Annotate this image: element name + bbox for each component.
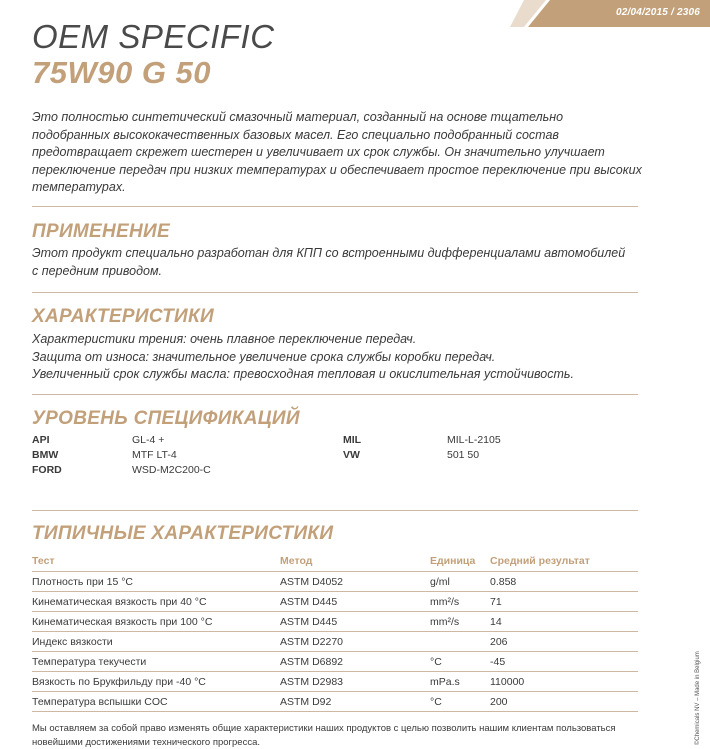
- column-header-unit: Единица: [430, 555, 476, 567]
- typical-properties-table: [32, 552, 638, 712]
- cell-result: 0.858: [490, 572, 638, 592]
- table-row: [32, 652, 638, 672]
- divider: [32, 510, 638, 511]
- characteristics-heading: ХАРАКТЕРИСТИКИ: [32, 306, 214, 327]
- characteristic-line: Характеристики трения: очень плавное переключение передач.: [32, 332, 417, 346]
- cell-unit: °C: [430, 652, 490, 672]
- spec-value: MIL-L-2105: [447, 434, 501, 446]
- cell-unit: [430, 632, 490, 652]
- cell-unit: mPa.s: [430, 672, 490, 692]
- divider: [32, 292, 638, 293]
- characteristics-list: [32, 331, 662, 384]
- cell-unit: mm²/s: [430, 612, 490, 632]
- spec-value: 501 50: [447, 449, 480, 461]
- cell-method: ASTM D4052: [280, 572, 430, 592]
- cell-result: 206: [490, 632, 638, 652]
- spec-value: GL-4 +: [132, 434, 165, 446]
- cell-method: ASTM D92: [280, 692, 430, 712]
- cell-result: 110000: [490, 672, 638, 692]
- characteristic-line: Увеличенный срок службы масла: превосходная тепловая и окислительная устойчивость.: [32, 367, 574, 382]
- cell-unit: mm²/s: [430, 592, 490, 612]
- table-row: [32, 592, 638, 612]
- side-text-label: ©Chemicals NV – Made in Belgium: [695, 651, 701, 745]
- vertical-side-text: [692, 630, 704, 745]
- table-header-row: [32, 552, 638, 572]
- cell-test: Кинематическая вязкость при 40 °C: [32, 592, 280, 612]
- spec-level-heading: УРОВЕНЬ СПЕЦИФИКАЦИЙ: [32, 408, 300, 429]
- spec-value: MTF LT-4: [132, 449, 177, 461]
- cell-test: Температура вспышки COC: [32, 692, 280, 712]
- spec-key: API: [32, 434, 50, 446]
- date-code: 02/04/2015 / 2306: [615, 7, 700, 18]
- date-banner: [510, 0, 710, 27]
- cell-method: ASTM D445: [280, 612, 430, 632]
- product-name-title: 75W90 G 50: [32, 55, 212, 90]
- spec-value: WSD-M2C200-C: [132, 464, 211, 476]
- divider: [32, 206, 638, 207]
- application-heading: ПРИМЕНЕНИЕ: [32, 221, 170, 242]
- cell-test: Индекс вязкости: [32, 632, 280, 652]
- cell-unit: °C: [430, 692, 490, 712]
- table-row: [32, 672, 638, 692]
- spec-key: MIL: [343, 434, 362, 446]
- spec-list-right: [343, 433, 643, 465]
- cell-unit: g/ml: [430, 572, 490, 592]
- table-row: [32, 632, 638, 652]
- column-header-result: Средний результат: [490, 555, 590, 567]
- cell-result: 71: [490, 592, 638, 612]
- cell-method: ASTM D6892: [280, 652, 430, 672]
- spec-key: BMW: [32, 449, 59, 461]
- cell-test: Кинематическая вязкость при 100 °C: [32, 612, 280, 632]
- cell-test: Вязкость по Брукфильду при -40 °C: [32, 672, 280, 692]
- typical-heading: ТИПИЧНЫЕ ХАРАКТЕРИСТИКИ: [32, 523, 334, 544]
- spec-key: FORD: [32, 464, 62, 476]
- cell-method: ASTM D2983: [280, 672, 430, 692]
- footnote-disclaimer: Мы оставляем за собой право изменять общие характеристики наших продуктов с целью позволить нашим клиентам пользоваться новейшими достижениями технического прогресса.: [32, 723, 616, 748]
- cell-result: 200: [490, 692, 638, 712]
- divider: [32, 394, 638, 395]
- cell-test: Плотность при 15 °C: [32, 572, 280, 592]
- cell-result: -45: [490, 652, 638, 672]
- column-header-method: Метод: [280, 555, 313, 567]
- cell-test: Температура текучести: [32, 652, 280, 672]
- characteristic-line: Защита от износа: значительное увеличение срока службы коробки передач.: [32, 349, 496, 364]
- cell-method: ASTM D445: [280, 592, 430, 612]
- product-line-title: OEM SPECIFIC: [32, 18, 275, 55]
- column-header-test: Тест: [32, 555, 55, 567]
- table-row: [32, 612, 638, 632]
- table-row: [32, 692, 638, 712]
- cell-method: ASTM D2270: [280, 632, 430, 652]
- application-text: Этот продукт специально разработан для КПП со встроенными дифференциалами автомобилей с передним приводом.: [32, 246, 626, 278]
- intro-paragraph: Это полностью синтетический смазочный материал, созданный на основе тщательно подобранных высококачественных базовых масел. Его специально подобранный состав предотвращает скрежет шестерен и увеличивает их срок службы. Он значительно улучшает переключение передач при низких температурах и обеспечивает простое переключение при высоких температурах.: [32, 110, 642, 195]
- cell-result: 14: [490, 612, 638, 632]
- spec-list-left: [32, 433, 332, 479]
- spec-key: VW: [343, 449, 360, 461]
- table-row: [32, 572, 638, 592]
